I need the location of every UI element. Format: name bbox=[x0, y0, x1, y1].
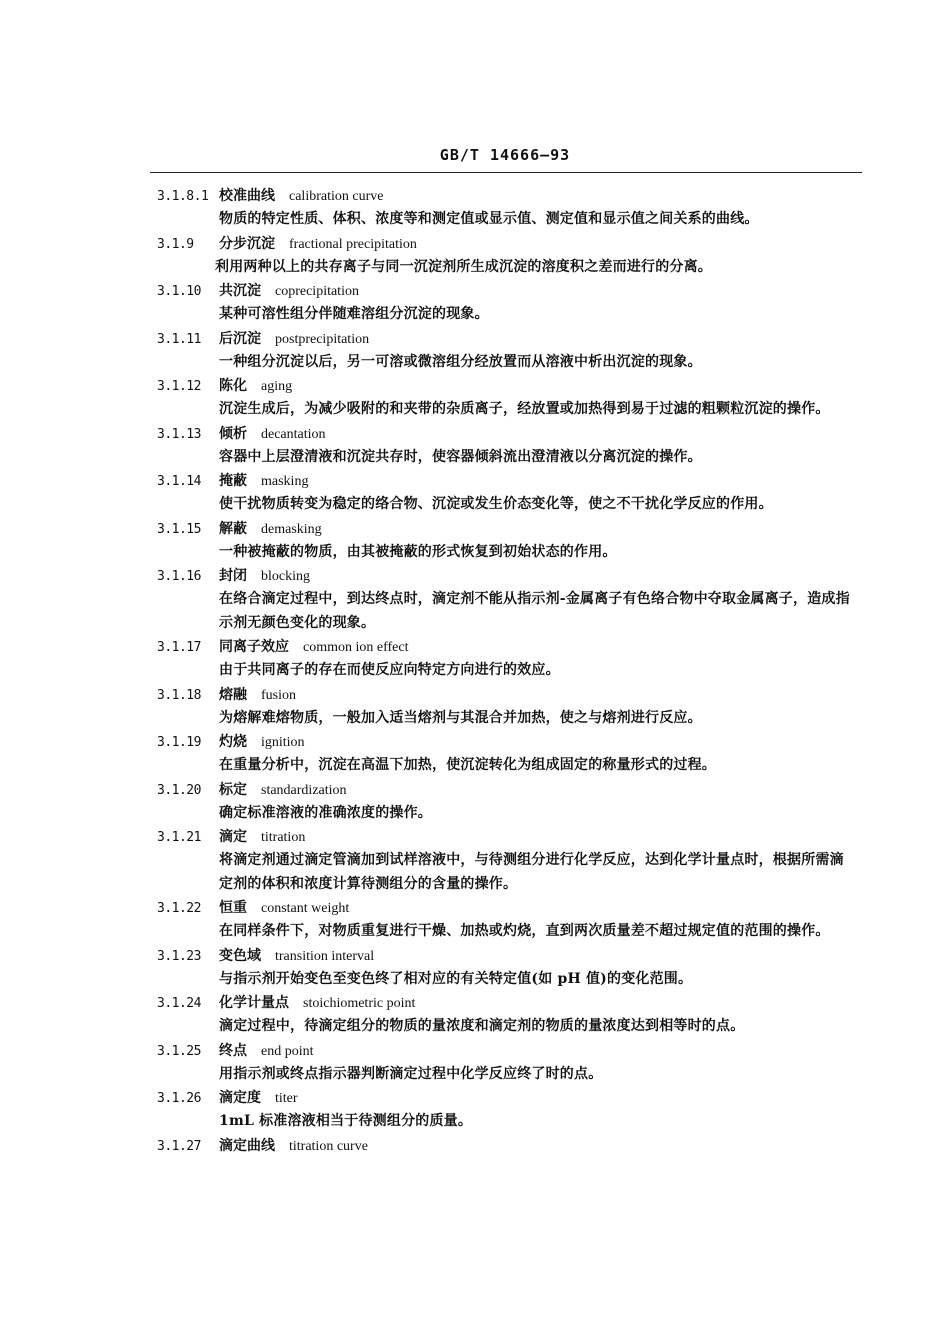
term-heading bbox=[157, 635, 857, 659]
term-english: coprecipitation bbox=[275, 284, 359, 299]
term-chinese: 变色域 bbox=[219, 947, 261, 964]
clause-number: 3.1.8.1 bbox=[157, 189, 209, 204]
clause-number: 3.1.19 bbox=[157, 735, 201, 750]
term-english: end point bbox=[261, 1043, 314, 1059]
term-entry bbox=[157, 327, 857, 375]
term-entry bbox=[157, 896, 857, 944]
term-entry bbox=[157, 469, 857, 517]
term-chinese: 陈化 bbox=[219, 378, 247, 394]
term-entry bbox=[157, 232, 857, 280]
clause-number: 3.1.21 bbox=[157, 830, 201, 845]
term-entry bbox=[157, 564, 857, 635]
term-english: titration curve bbox=[289, 1138, 368, 1154]
term-entry bbox=[157, 1039, 857, 1087]
term-chinese: 滴定曲线 bbox=[219, 1137, 275, 1154]
term-entry bbox=[157, 1086, 857, 1134]
standard-number-header: GB/T 14666—93 bbox=[439, 146, 571, 164]
header-rule bbox=[150, 172, 862, 173]
term-chinese: 后沉淀 bbox=[219, 330, 261, 347]
clause-number: 3.1.25 bbox=[157, 1043, 201, 1059]
term-heading bbox=[157, 730, 857, 754]
term-definition: 为熔解难熔物质，一般加入适当熔剂与其混合并加热，使之与熔剂进行反应。 bbox=[219, 709, 702, 726]
term-definition: 物质的特定性质、体积、浓度等和测定值或显示值、测定值和显示值之间关系的曲线。 bbox=[219, 211, 759, 227]
clause-number: 3.1.16 bbox=[157, 569, 201, 584]
term-definition: 沉淀生成后，为减少吸附的和夹带的杂质离子，经放置或加热得到易于过滤的粗颗粒沉淀的操作。 bbox=[219, 401, 830, 417]
term-heading bbox=[157, 683, 857, 707]
term-definition: 滴定过程中，待滴定组分的物质的量浓度和滴定剂的物质的量浓度达到相等时的点。 bbox=[219, 1018, 745, 1034]
term-definition: 将滴定剂通过滴定管滴加到试样溶液中，与待测组分进行化学反应，达到化学计量点时，根据所需滴定剂的体积和浓度计算待测组分的含量的操作。 bbox=[219, 852, 844, 892]
term-definition: 由于共同离子的存在而使反应向特定方向进行的效应。 bbox=[219, 662, 560, 678]
term-entry bbox=[157, 279, 857, 327]
term-entry bbox=[157, 184, 857, 232]
term-heading bbox=[157, 564, 857, 588]
clause-number: 3.1.24 bbox=[157, 996, 201, 1011]
term-english: decantation bbox=[261, 426, 326, 442]
term-chinese: 灼烧 bbox=[219, 734, 247, 750]
term-chinese: 分步沉淀 bbox=[219, 235, 275, 252]
term-entry bbox=[157, 635, 857, 683]
term-chinese: 同离子效应 bbox=[219, 639, 289, 655]
term-definition: 容器中上层澄清液和沉淀共存时，使容器倾斜流出澄清液以分离沉淀的操作。 bbox=[219, 448, 702, 465]
term-entry bbox=[157, 683, 857, 731]
term-definition: 用指示剂或终点指示器判断滴定过程中化学反应终了时的点。 bbox=[219, 1065, 603, 1082]
term-entry bbox=[157, 517, 857, 565]
term-english: titration bbox=[261, 830, 306, 845]
term-chinese: 封闭 bbox=[219, 568, 247, 584]
term-entry bbox=[157, 374, 857, 422]
clause-number: 3.1.26 bbox=[157, 1091, 201, 1106]
term-entry bbox=[157, 944, 857, 992]
term-english: ignition bbox=[261, 735, 305, 750]
term-definition: 一种被掩蔽的物质，由其被掩蔽的形式恢复到初始状态的作用。 bbox=[219, 543, 617, 560]
term-english: postprecipitation bbox=[275, 331, 370, 347]
term-english: stoichiometric point bbox=[303, 996, 416, 1011]
term-definition: 在重量分析中，沉淀在高温下加热，使沉淀转化为组成固定的称量形式的过程。 bbox=[219, 757, 716, 773]
term-entry bbox=[157, 1134, 857, 1158]
term-english: fractional precipitation bbox=[289, 236, 417, 252]
term-english: demasking bbox=[261, 521, 322, 537]
term-heading bbox=[157, 896, 857, 920]
term-list bbox=[157, 184, 857, 1158]
term-chinese: 共沉淀 bbox=[219, 283, 261, 299]
term-heading bbox=[157, 469, 857, 493]
term-heading bbox=[157, 184, 857, 208]
clause-number: 3.1.18 bbox=[157, 687, 201, 703]
term-entry bbox=[157, 422, 857, 470]
term-heading bbox=[157, 232, 857, 256]
clause-number: 3.1.20 bbox=[157, 782, 201, 798]
term-heading bbox=[157, 374, 857, 398]
term-chinese: 解蔽 bbox=[219, 520, 247, 537]
clause-number: 3.1.23 bbox=[157, 948, 201, 964]
term-definition: 确定标准溶液的准确浓度的操作。 bbox=[219, 804, 432, 821]
clause-number: 3.1.14 bbox=[157, 474, 201, 489]
term-entry bbox=[157, 730, 857, 778]
term-chinese: 滴定 bbox=[219, 829, 247, 845]
term-definition: 某种可溶性组分伴随难溶组分沉淀的现象。 bbox=[219, 306, 489, 322]
term-english: common ion effect bbox=[303, 640, 409, 655]
term-definition: 1mL 标准溶液相当于待测组分的质量。 bbox=[219, 1113, 473, 1129]
clause-number: 3.1.13 bbox=[157, 426, 201, 442]
term-heading bbox=[157, 1134, 857, 1158]
term-definition: 一种组分沉淀以后，另一可溶或微溶组分经放置而从溶液中析出沉淀的现象。 bbox=[219, 353, 702, 370]
term-definition: 使干扰物质转变为稳定的络合物、沉淀或发生价态变化等，使之不干扰化学反应的作用。 bbox=[219, 496, 773, 512]
clause-number: 3.1.10 bbox=[157, 284, 201, 299]
term-definition: 利用两种以上的共存离子与同一沉淀剂所生成沉淀的溶度积之差而进行的分离。 bbox=[215, 258, 712, 275]
term-chinese: 标定 bbox=[219, 781, 247, 798]
term-chinese: 熔融 bbox=[219, 686, 247, 703]
term-heading bbox=[157, 991, 857, 1015]
term-heading bbox=[157, 944, 857, 968]
term-english: transition interval bbox=[275, 948, 375, 964]
term-heading bbox=[157, 279, 857, 303]
term-english: constant weight bbox=[261, 901, 350, 916]
term-definition: 在络合滴定过程中，到达终点时，滴定剂不能从指示剂-金属离子有色络合物中夺取金属离子，造成指示剂无颜色变化的现象。 bbox=[219, 591, 850, 631]
term-chinese: 倾析 bbox=[219, 425, 247, 442]
term-heading bbox=[157, 1039, 857, 1063]
clause-number: 3.1.17 bbox=[157, 640, 201, 655]
term-definition: 在同样条件下，对物质重复进行干燥、加热或灼烧，直到两次质量差不超过规定值的范围的操作。 bbox=[219, 923, 830, 939]
term-heading bbox=[157, 327, 857, 351]
clause-number: 3.1.27 bbox=[157, 1138, 201, 1154]
term-heading bbox=[157, 517, 857, 541]
term-english: blocking bbox=[261, 569, 310, 584]
term-heading bbox=[157, 825, 857, 849]
term-english: calibration curve bbox=[289, 189, 384, 204]
term-heading bbox=[157, 1086, 857, 1110]
term-chinese: 滴定度 bbox=[219, 1090, 261, 1106]
term-chinese: 校准曲线 bbox=[219, 188, 275, 204]
term-definition: 与指示剂开始变色至变色终了相对应的有关特定值(如 pH 值)的变化范围。 bbox=[219, 970, 693, 987]
term-heading bbox=[157, 422, 857, 446]
term-chinese: 化学计量点 bbox=[219, 995, 289, 1011]
clause-number: 3.1.12 bbox=[157, 379, 201, 394]
term-english: fusion bbox=[261, 687, 296, 703]
term-english: masking bbox=[261, 474, 309, 489]
clause-number: 3.1.9 bbox=[157, 236, 194, 252]
term-chinese: 掩蔽 bbox=[219, 473, 247, 489]
term-english: aging bbox=[261, 379, 293, 394]
term-entry bbox=[157, 778, 857, 826]
term-chinese: 恒重 bbox=[219, 900, 247, 916]
term-english: titer bbox=[275, 1091, 298, 1106]
term-entry bbox=[157, 825, 857, 896]
term-english: standardization bbox=[261, 782, 347, 798]
term-entry bbox=[157, 991, 857, 1039]
term-chinese: 终点 bbox=[219, 1042, 247, 1059]
clause-number: 3.1.11 bbox=[157, 331, 201, 347]
term-heading bbox=[157, 778, 857, 802]
clause-number: 3.1.15 bbox=[157, 521, 201, 537]
clause-number: 3.1.22 bbox=[157, 901, 201, 916]
